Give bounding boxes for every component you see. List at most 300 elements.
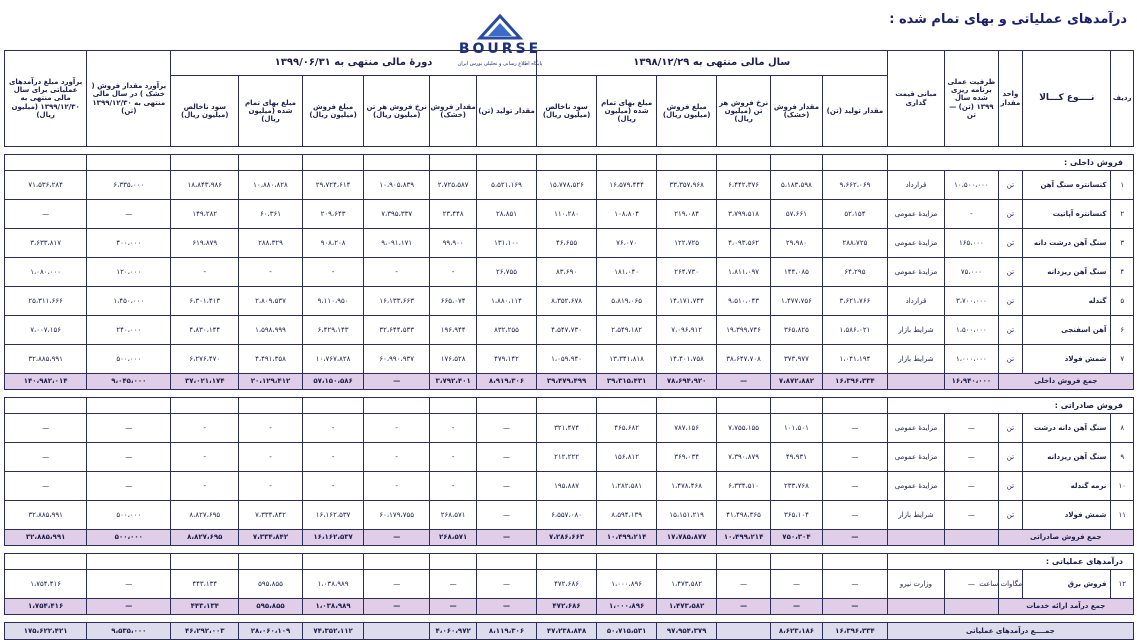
- total-label: جمع فروش داخلی: [998, 374, 1133, 390]
- empty-cell: [597, 554, 657, 570]
- spacer-cell: [5, 390, 1134, 398]
- product-name: سنگ آهن درشت دانه: [1023, 229, 1111, 258]
- total-fy-cell: ۱۰،۴۹۹،۲۱۴: [597, 530, 657, 546]
- logo-subtitle: پایگاه اطلاع رسانی و تحلیلی بورس ایران: [457, 61, 543, 67]
- est-revenue-cell: ۷،۰۰۷،۱۵۶: [5, 316, 87, 345]
- 6m-value-cell: ۶۰،۳۶۱: [239, 200, 303, 229]
- fy-value-cell: ۴۶،۶۵۵: [536, 229, 597, 258]
- table-row: [5, 171, 1134, 200]
- grand-6m-cell: ۲۸،۰۶۰،۱۰۹: [239, 623, 303, 640]
- grand-6m-cell: ۴۶،۲۹۲،۰۰۳: [171, 623, 239, 640]
- header-product-type: نــــوع کـــالا: [1023, 51, 1111, 147]
- row-number: ۹: [1111, 443, 1134, 472]
- fy-value-cell: ۱۴،۱۷۱،۷۴۴: [656, 287, 717, 316]
- capacity-cell: —: [945, 501, 998, 530]
- total-fy-cell: ۱۷،۷۸۵،۸۷۷: [656, 530, 717, 546]
- fy-value-cell: ۵۲،۱۵۴: [823, 200, 888, 229]
- empty-cell: [887, 599, 944, 615]
- product-name: سنگ آهن ریزدانه: [1023, 443, 1111, 472]
- unit-cell: تن: [998, 316, 1023, 345]
- fy-value-cell: ۸،۵۹۴،۱۳۹: [597, 501, 657, 530]
- 6m-value-cell: ۱۶،۱۳۳،۶۶۳: [364, 287, 430, 316]
- row-number: ۱۱: [1111, 501, 1134, 530]
- 6m-value-cell: -: [302, 472, 364, 501]
- fy-value-cell: ۱۹۵،۸۸۷: [536, 472, 597, 501]
- capacity-cell: ۳،۷۰۰،۰۰۰: [945, 287, 998, 316]
- section-header-row: [5, 155, 1134, 171]
- empty-cell: [823, 554, 888, 570]
- total-fy-cell: —: [770, 599, 822, 615]
- fy-value-cell: ۷،۰۹۶،۹۱۲: [656, 316, 717, 345]
- 6m-value-cell: -: [430, 472, 477, 501]
- unit-cell: تن: [998, 472, 1023, 501]
- 6m-value-cell: -: [239, 443, 303, 472]
- section-label: فروش صادراتی :: [887, 398, 1133, 414]
- 6m-value-cell: ۶،۲۷۶،۴۷۰: [171, 345, 239, 374]
- empty-cell: [430, 155, 477, 171]
- 6m-value-cell: ۶۶۵،۰۷۴: [430, 287, 477, 316]
- 6m-value-cell: -: [430, 414, 477, 443]
- 6m-value-cell: ۲،۷۲۵،۵۸۷: [430, 171, 477, 200]
- 6m-value-cell: ۱،۰۳۸،۹۸۹: [302, 570, 364, 599]
- grand-total-label: جمــــع درآمدهای عملیاتی: [887, 623, 1133, 640]
- header-fy-col: سود ناخالص (میلیون ریال): [536, 76, 597, 147]
- unit-cell: تن: [998, 443, 1023, 472]
- 6m-value-cell: ۱۳۱،۱۰۰: [477, 229, 537, 258]
- grand-fy-cell: ۵۰،۷۱۵،۵۳۱: [597, 623, 657, 640]
- 6m-value-cell: ۲۳،۴۴۸: [430, 200, 477, 229]
- fy-value-cell: ۱۱۰،۲۸۰: [536, 200, 597, 229]
- 6m-value-cell: ۴۴۳،۱۳۴: [171, 570, 239, 599]
- header-fy-period: سال مالی منتهی به ۱۳۹۸/۱۲/۲۹: [536, 51, 887, 76]
- fy-value-cell: ۱۲۲،۷۲۵: [656, 229, 717, 258]
- 6m-value-cell: ۱۰،۹۰۵،۸۳۹: [364, 171, 430, 200]
- capacity-cell: -: [945, 200, 998, 229]
- fy-value-cell: ۱۴،۴۰۱،۷۵۸: [656, 345, 717, 374]
- est-revenue-cell: ۷۱،۵۳۶،۲۸۴: [5, 171, 87, 200]
- empty-cell: [430, 554, 477, 570]
- product-name: سنگ آهن دانه درشت: [1023, 414, 1111, 443]
- row-number: ۵: [1111, 287, 1134, 316]
- pricing-basis-cell: مزایدهٔ عمومی: [887, 443, 944, 472]
- fy-value-cell: ۳۲۱،۴۷۴: [536, 414, 597, 443]
- est-revenue-cell: ۱،۷۵۴،۴۱۶: [5, 570, 87, 599]
- fy-value-cell: ۳۶۹،۰۳۴: [656, 443, 717, 472]
- fy-value-cell: ۴۱،۴۹۸،۳۶۵: [717, 501, 770, 530]
- page-title: درآمدهای عملیاتی و بهای تمام شده :: [889, 12, 1127, 27]
- fy-value-cell: ۸۳،۶۹۰: [536, 258, 597, 287]
- table-row: [5, 570, 1134, 599]
- 6m-value-cell: ۸۳۲،۲۵۵: [477, 316, 537, 345]
- fy-value-cell: ۳۶۵،۸۲۵: [770, 316, 822, 345]
- fy-value-cell: ۳۶۵،۱۰۴: [770, 501, 822, 530]
- total-6m-cell: ۸،۹۱۹،۳۰۶: [477, 374, 537, 390]
- revenue-table: [4, 50, 1134, 640]
- 6m-value-cell: ۶۰،۹۹۰،۹۳۷: [364, 345, 430, 374]
- empty-cell: [770, 554, 822, 570]
- fy-value-cell: ۸،۳۵۲،۶۷۸: [536, 287, 597, 316]
- fy-value-cell: ۲،۵۴۹،۱۸۲: [597, 316, 657, 345]
- spacer-row: [5, 615, 1134, 623]
- 6m-value-cell: ۲۰۹،۶۴۳: [302, 200, 364, 229]
- fy-value-cell: ۱۸۱،۰۴۰: [597, 258, 657, 287]
- empty-cell: [656, 155, 717, 171]
- total-label: جمع فروش صادراتی: [998, 530, 1133, 546]
- spacer-cell: [5, 147, 1134, 155]
- empty-cell: [536, 554, 597, 570]
- header-unit: واحد مقدار: [998, 51, 1023, 147]
- fy-value-cell: ۶،۳۳۴،۵۱۰: [717, 472, 770, 501]
- fy-value-cell: —: [770, 570, 822, 599]
- unit-cell: تن: [998, 229, 1023, 258]
- empty-cell: [477, 398, 537, 414]
- 6m-value-cell: ۷،۳۹۵،۳۳۷: [364, 200, 430, 229]
- pricing-basis-cell: مزایدهٔ عمومی: [887, 258, 944, 287]
- fy-value-cell: ۳،۷۹۹،۵۱۸: [717, 200, 770, 229]
- est-quantity-cell: —: [87, 414, 171, 443]
- fy-value-cell: ۹،۶۶۲،۰۶۹: [823, 171, 888, 200]
- total-fy-cell: ۱۶،۳۹۶،۳۳۴: [823, 374, 888, 390]
- capacity-cell: —: [945, 414, 998, 443]
- empty-cell: [87, 398, 171, 414]
- total-fy-cell: ۷۸،۶۹۴،۹۲۰: [656, 374, 717, 390]
- spacer-row: [5, 390, 1134, 398]
- total-fy-cell: —: [717, 599, 770, 615]
- row-number: ۱: [1111, 171, 1134, 200]
- fy-value-cell: ۱۰۱،۵۰۱: [770, 414, 822, 443]
- empty-cell: [717, 554, 770, 570]
- fy-value-cell: ۱۹،۳۹۹،۷۴۶: [717, 316, 770, 345]
- empty-cell: [171, 398, 239, 414]
- capacity-cell: ۱۶۵،۰۰۰: [945, 229, 998, 258]
- unit-cell: مگاوات ساعت: [998, 570, 1023, 599]
- 6m-value-cell: ۳۲،۶۴۴،۵۳۳: [364, 316, 430, 345]
- 6m-value-cell: ۲۸،۸۵۱: [477, 200, 537, 229]
- grand-fy-cell: [717, 623, 770, 640]
- 6m-value-cell: ۶،۴۲۹،۱۴۳: [302, 316, 364, 345]
- fy-value-cell: ۷۸۷،۱۵۶: [656, 414, 717, 443]
- empty-cell: [239, 398, 303, 414]
- 6m-value-cell: ۲۹،۷۲۴،۶۱۴: [302, 171, 364, 200]
- unit-cell: تن: [998, 414, 1023, 443]
- fy-value-cell: ۴۶۵،۶۸۲: [597, 414, 657, 443]
- 6m-value-cell: -: [302, 443, 364, 472]
- 6m-value-cell: ۷،۳۳۴،۸۴۲: [239, 501, 303, 530]
- fy-value-cell: ۱۵،۷۷۸،۵۲۶: [536, 171, 597, 200]
- est-revenue-cell: —: [5, 414, 87, 443]
- spacer-cell: [5, 615, 1134, 623]
- empty-cell: [770, 155, 822, 171]
- total-6m-cell: —: [430, 599, 477, 615]
- 6m-value-cell: ۶۰،۱۷۹،۷۵۵: [364, 501, 430, 530]
- fy-value-cell: —: [823, 414, 888, 443]
- fy-value-cell: ۵،۱۸۳،۵۹۸: [770, 171, 822, 200]
- 6m-value-cell: -: [171, 258, 239, 287]
- fy-value-cell: ۱۶،۵۷۹،۴۴۴: [597, 171, 657, 200]
- header-6m-col: سود ناخالص (میلیون ریال): [171, 76, 239, 147]
- 6m-value-cell: -: [364, 443, 430, 472]
- est-revenue-cell: —: [5, 443, 87, 472]
- total-6m-cell: —: [477, 530, 537, 546]
- 6m-value-cell: ۸،۸۲۷،۶۹۵: [171, 501, 239, 530]
- fy-value-cell: ۲۱۲،۲۲۲: [536, 443, 597, 472]
- fy-value-cell: ۶،۴۴۲،۳۷۶: [717, 171, 770, 200]
- total-6m-cell: ۸،۸۲۷،۶۹۵: [171, 530, 239, 546]
- grand-fy-cell: ۴۷،۲۳۸،۸۴۸: [536, 623, 597, 640]
- product-name: کنسانتره سنگ آهن: [1023, 171, 1111, 200]
- total-6m-cell: —: [364, 530, 430, 546]
- est-revenue-cell: —: [5, 200, 87, 229]
- grand-est-quantity: ۹،۵۳۵،۰۰۰: [87, 623, 171, 640]
- fy-value-cell: ۱،۸۱۱،۰۹۷: [717, 258, 770, 287]
- empty-cell: [364, 554, 430, 570]
- section-total-row: [5, 599, 1134, 615]
- 6m-value-cell: ۴،۴۹۱،۳۵۸: [239, 345, 303, 374]
- total-6m-cell: ۳،۷۹۲،۴۰۱: [430, 374, 477, 390]
- 6m-value-cell: ۴۷۹،۱۴۲: [477, 345, 537, 374]
- total-est-quantity: ۹،۰۴۵،۰۰۰: [87, 374, 171, 390]
- pricing-basis-cell: مزایدهٔ عمومی: [887, 414, 944, 443]
- total-fy-cell: ۴۷۲،۶۸۶: [536, 599, 597, 615]
- total-6m-cell: —: [477, 599, 537, 615]
- product-name: گندله: [1023, 287, 1111, 316]
- fy-value-cell: ۱۰۸،۸۰۴: [597, 200, 657, 229]
- fy-value-cell: ۷،۷۵۵،۱۵۵: [717, 414, 770, 443]
- est-quantity-cell: ۴۰۰،۰۰۰: [87, 229, 171, 258]
- 6m-value-cell: —: [477, 501, 537, 530]
- total-6m-cell: —: [364, 374, 430, 390]
- 6m-value-cell: -: [171, 443, 239, 472]
- est-quantity-cell: ۵۰۰،۰۰۰: [87, 345, 171, 374]
- total-6m-cell: ۵۷،۱۵۰،۵۸۶: [302, 374, 364, 390]
- fy-value-cell: ۲۸۸،۷۲۵: [823, 229, 888, 258]
- total-est-revenue: ۱۴۰،۹۸۲،۰۱۴: [5, 374, 87, 390]
- 6m-value-cell: ۱،۸۸۰،۱۱۴: [477, 287, 537, 316]
- 6m-value-cell: —: [477, 570, 537, 599]
- row-number: ۴: [1111, 258, 1134, 287]
- header-6m-col: مبلغ بهای تمام شده (میلیون ریال): [239, 76, 303, 147]
- pricing-basis-cell: قرارداد: [887, 287, 944, 316]
- header-fy-col: مقدار فروش (خشک): [770, 76, 822, 147]
- header-fy-col: مقدار تولید (تن): [823, 76, 888, 147]
- 6m-value-cell: ۹،۱۱۰،۹۵۰: [302, 287, 364, 316]
- empty-cell: [823, 155, 888, 171]
- 6m-value-cell: ۲۸۸،۳۲۹: [239, 229, 303, 258]
- fy-value-cell: ۲۹،۹۸۰: [770, 229, 822, 258]
- capacity-cell: ۱،۰۰۰،۰۰۰: [945, 345, 998, 374]
- fy-value-cell: —: [823, 472, 888, 501]
- 6m-value-cell: —: [477, 414, 537, 443]
- revenue-table-container: [4, 50, 1134, 640]
- header-6m-col: مبلغ فروش (میلیون ریال): [302, 76, 364, 147]
- 6m-value-cell: ۱۴۹،۲۸۲: [171, 200, 239, 229]
- 6m-value-cell: -: [430, 443, 477, 472]
- total-fy-cell: ۳۹،۴۷۹،۴۹۹: [536, 374, 597, 390]
- est-quantity-cell: —: [87, 570, 171, 599]
- est-quantity-cell: ۱۲۰،۰۰۰: [87, 258, 171, 287]
- pricing-basis-cell: مزایدهٔ عمومی: [887, 200, 944, 229]
- 6m-value-cell: -: [364, 414, 430, 443]
- 6m-value-cell: ۶،۳۰۱،۴۱۳: [171, 287, 239, 316]
- capacity-cell: ۷۵،۰۰۰: [945, 258, 998, 287]
- total-est-revenue: ۱،۷۵۴،۴۱۶: [5, 599, 87, 615]
- grand-fy-cell: ۱۶،۳۹۶،۳۳۴: [823, 623, 888, 640]
- row-number: ۷: [1111, 345, 1134, 374]
- product-name: شمش فولاد: [1023, 345, 1111, 374]
- fy-value-cell: ۴،۰۹۳،۵۶۲: [717, 229, 770, 258]
- header-6m-col: نرخ فروش هر تن (میلیون ریال): [364, 76, 430, 147]
- fy-value-cell: ۱۴۴،۰۸۵: [770, 258, 822, 287]
- pricing-basis-cell: شرایط بازار: [887, 316, 944, 345]
- table-row: [5, 316, 1134, 345]
- row-number: ۸: [1111, 414, 1134, 443]
- header-6m-period: دورهٔ مالی منتهی به ۱۳۹۹/۰۶/۳۱: [171, 51, 536, 76]
- product-name: فروش برق: [1023, 570, 1111, 599]
- 6m-value-cell: -: [171, 414, 239, 443]
- empty-cell: [656, 554, 717, 570]
- section-header-row: [5, 398, 1134, 414]
- unit-cell: تن: [998, 287, 1023, 316]
- total-6m-cell: ۲۶۸،۵۷۱: [430, 530, 477, 546]
- product-name: آهن اسفنجی: [1023, 316, 1111, 345]
- 6m-value-cell: ۱۸،۸۴۳،۹۸۶: [171, 171, 239, 200]
- est-revenue-cell: ۱،۰۸۰،۰۰۰: [5, 258, 87, 287]
- fy-value-cell: ۴۷۲،۶۸۶: [536, 570, 597, 599]
- total-est-quantity: —: [87, 599, 171, 615]
- fy-value-cell: ۱،۰۴۱،۱۹۴: [823, 345, 888, 374]
- capacity-cell: ۱۰،۵۰۰،۰۰۰: [945, 171, 998, 200]
- 6m-value-cell: ۵۹۵،۸۵۵: [239, 570, 303, 599]
- capacity-cell: —: [945, 443, 998, 472]
- grand-fy-cell: ۹۷،۹۵۴،۳۷۹: [656, 623, 717, 640]
- header-est-quantity: برآورد مقدار فروش ( خشک ) در سال مالی منتهی به ۱۳۹۹/۱۲/۳۰ (تن): [87, 51, 171, 147]
- header-fy-col: مبلغ بهای تمام شده (میلیون ریال): [597, 76, 657, 147]
- section-total-row: [5, 374, 1134, 390]
- grand-6m-cell: ۸،۱۱۹،۳۰۶: [477, 623, 537, 640]
- header-capacity: ظرفیت عملی برنامه ریزی شده سال ۱۳۹۹ (تن) — تن: [945, 51, 998, 147]
- capacity-cell: —: [945, 570, 998, 599]
- 6m-value-cell: ۵،۵۲۱،۱۶۹: [477, 171, 537, 200]
- 6m-value-cell: ۲۶،۷۵۵: [477, 258, 537, 287]
- 6m-value-cell: ۹۰۸،۲۰۸: [302, 229, 364, 258]
- 6m-value-cell: -: [302, 258, 364, 287]
- fy-value-cell: ۱۵۶،۸۱۲: [597, 443, 657, 472]
- empty-cell: [239, 155, 303, 171]
- 6m-value-cell: -: [239, 414, 303, 443]
- est-revenue-cell: ۳،۶۳۳،۸۱۷: [5, 229, 87, 258]
- total-6m-cell: —: [364, 599, 430, 615]
- fy-value-cell: ۳۳،۳۵۷،۹۶۸: [656, 171, 717, 200]
- fy-value-cell: ۱،۰۵۹،۹۴۰: [536, 345, 597, 374]
- est-revenue-cell: —: [5, 472, 87, 501]
- fy-value-cell: ۱۵،۱۵۱،۲۱۹: [656, 501, 717, 530]
- empty-cell: [5, 398, 87, 414]
- fy-value-cell: ۶۴،۲۹۵: [823, 258, 888, 287]
- fy-value-cell: ۲۱۹،۰۸۴: [656, 200, 717, 229]
- empty-cell: [887, 530, 944, 546]
- unit-cell: تن: [998, 200, 1023, 229]
- pricing-basis-cell: شرایط بازار: [887, 345, 944, 374]
- fy-value-cell: ۲۶۴،۷۳۰: [656, 258, 717, 287]
- table-row: [5, 443, 1134, 472]
- header-pricing-basis: مبانی قیمت گذاری: [887, 51, 944, 147]
- pricing-basis-cell: شرایط بازار: [887, 501, 944, 530]
- total-6m-cell: ۲۰،۱۲۹،۴۱۲: [239, 374, 303, 390]
- table-row: [5, 345, 1134, 374]
- empty-cell: [171, 155, 239, 171]
- row-number: ۲: [1111, 200, 1134, 229]
- logo-wordmark: BOURSE: [458, 41, 542, 57]
- empty-cell: [302, 554, 364, 570]
- empty-cell: [5, 155, 87, 171]
- fy-value-cell: —: [823, 443, 888, 472]
- total-fy-cell: ۷،۸۷۲،۸۸۲: [770, 374, 822, 390]
- est-revenue-cell: ۲۵،۳۱۱،۶۶۶: [5, 287, 87, 316]
- 6m-value-cell: -: [171, 472, 239, 501]
- est-revenue-cell: ۳۲،۸۸۵،۹۹۱: [5, 345, 87, 374]
- fy-value-cell: ۵،۸۱۹،۰۶۵: [597, 287, 657, 316]
- empty-cell: [171, 554, 239, 570]
- pricing-basis-cell: مزایدهٔ عمومی: [887, 472, 944, 501]
- total-6m-cell: ۱،۰۳۸،۹۸۹: [302, 599, 364, 615]
- section-label: فروش داخلی :: [887, 155, 1133, 171]
- spacer-cell: [5, 546, 1134, 554]
- total-6m-cell: ۴۴۳،۱۳۴: [171, 599, 239, 615]
- total-fy-cell: ۳۹،۳۱۵،۴۳۱: [597, 374, 657, 390]
- 6m-value-cell: -: [239, 472, 303, 501]
- 6m-value-cell: ۲۶۸،۵۷۱: [430, 501, 477, 530]
- fy-value-cell: ۱،۴۷۷،۷۵۶: [770, 287, 822, 316]
- fy-value-cell: ۳۸،۶۴۷،۷۰۸: [717, 345, 770, 374]
- fy-value-cell: ۴،۵۴۷،۷۳۰: [536, 316, 597, 345]
- 6m-value-cell: -: [239, 258, 303, 287]
- 6m-value-cell: —: [477, 443, 537, 472]
- grand-6m-cell: ۷۴،۳۵۲،۱۱۲: [302, 623, 364, 640]
- product-name: نرمه گندله: [1023, 472, 1111, 501]
- header-est-revenue: برآورد مبلغ درآمدهای عملیاتی برای سال مالی منتهی به ۱۳۹۹/۱۲/۳۰ (میلیون ریال): [5, 51, 87, 147]
- total-fy-cell: —: [823, 530, 888, 546]
- empty-cell: [597, 398, 657, 414]
- total-fy-cell: —: [717, 374, 770, 390]
- est-quantity-cell: —: [87, 200, 171, 229]
- spacer-row: [5, 546, 1134, 554]
- 6m-value-cell: —: [364, 570, 430, 599]
- spacer-row: [5, 147, 1134, 155]
- 6m-value-cell: -: [430, 258, 477, 287]
- pricing-basis-cell: وزارت نیرو: [887, 570, 944, 599]
- total-capacity: ۱۶،۹۴۰،۰۰۰: [945, 374, 998, 390]
- header-6m-col: مقدار تولید (تن): [477, 76, 537, 147]
- empty-cell: [823, 398, 888, 414]
- grand-6m-cell: ۴،۰۶۰،۹۷۲: [430, 623, 477, 640]
- grand-fy-cell: ۸،۶۲۳،۱۸۶: [770, 623, 822, 640]
- est-quantity-cell: —: [87, 472, 171, 501]
- table-row: [5, 258, 1134, 287]
- empty-cell: [302, 398, 364, 414]
- 6m-value-cell: -: [364, 258, 430, 287]
- total-6m-cell: ۵۹۵،۸۵۵: [239, 599, 303, 615]
- fy-value-cell: —: [717, 570, 770, 599]
- total-fy-cell: —: [823, 599, 888, 615]
- fy-value-cell: ۲۳۳،۷۶۸: [770, 472, 822, 501]
- fy-value-cell: ۴۹،۹۳۱: [770, 443, 822, 472]
- header-fy-col: مبلغ فروش (میلیون ریال): [656, 76, 717, 147]
- empty-cell: [430, 398, 477, 414]
- est-revenue-cell: ۳۲،۸۸۵،۹۹۱: [5, 501, 87, 530]
- empty-cell: [302, 155, 364, 171]
- empty-cell: [536, 155, 597, 171]
- table-row: [5, 414, 1134, 443]
